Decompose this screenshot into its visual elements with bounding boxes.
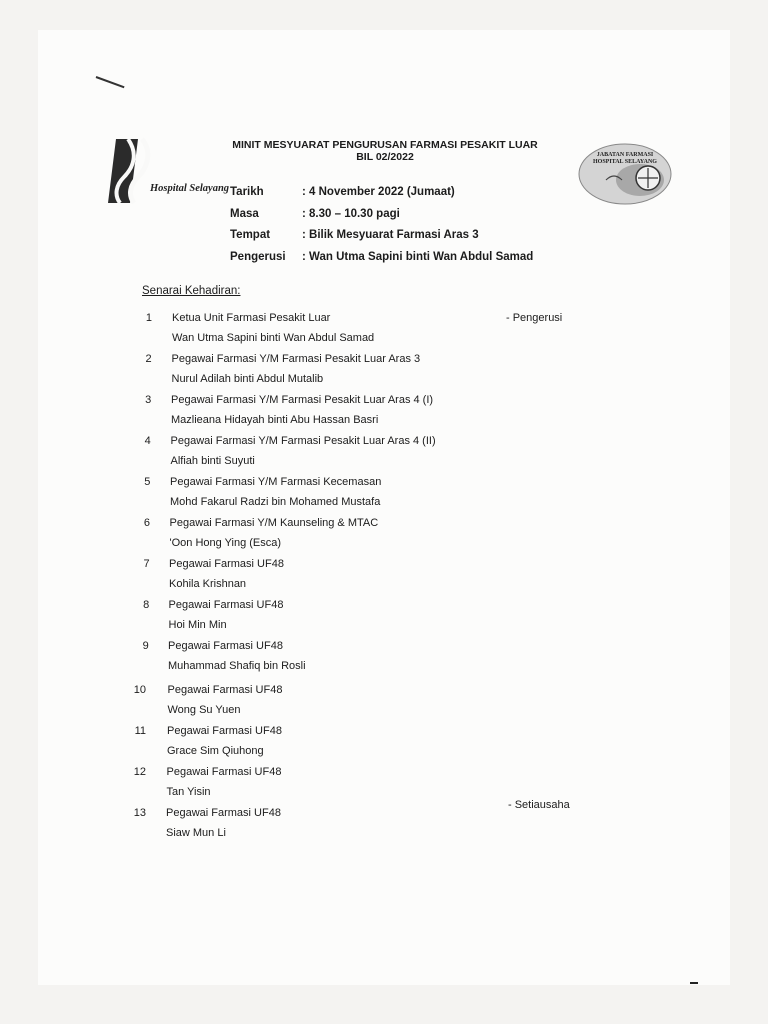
jabatan-farmasi-logo <box>576 140 674 208</box>
meta-value: : 8.30 – 10.30 pagi <box>302 207 400 220</box>
attendee-role: Pegawai Farmasi Y/M Kaunseling & MTAC <box>169 517 379 529</box>
attendee-role: Pegawai Farmasi UF48 <box>166 766 282 778</box>
meta-row-venue <box>230 229 533 251</box>
attendee-name: Kohila Krishnan <box>169 578 247 590</box>
jabatan-farmasi-line1: JABATAN FARMASI <box>596 152 654 158</box>
meta-row-time <box>230 208 533 230</box>
title-line-2: BIL 02/2022 <box>356 151 414 163</box>
attendee-role: Pegawai Farmasi Y/M Farmasi Pesakit Luar Aras 4 (II) <box>170 435 436 447</box>
document-title <box>210 139 560 163</box>
attendee-role: Pegawai Farmasi UF48 <box>167 684 283 696</box>
attendee-number: 3 <box>145 394 152 406</box>
attendee-name: Mazlieana Hidayah binti Abu Hassan Basri <box>171 414 379 426</box>
attendee-designation: - Setiausaha <box>508 799 570 811</box>
attendee-number: 11 <box>134 725 146 737</box>
attendee-name: Siaw Mun Li <box>166 827 226 839</box>
attendee-role: Pegawai Farmasi UF48 <box>168 599 284 611</box>
attendee-number: 7 <box>143 558 150 570</box>
attendee-name: Wan Utma Sapini binti Wan Abdul Samad <box>172 332 375 344</box>
meta-row-chair <box>230 251 533 273</box>
attendee-role: Pegawai Farmasi Y/M Farmasi Pesakit Luar Aras 4 (I) <box>171 394 434 406</box>
attendee-name: 'Oon Hong Ying (Esca) <box>169 537 282 549</box>
meta-label: Tempat <box>230 229 271 241</box>
meta-value: : Wan Utma Sapini binti Wan Abdul Samad <box>302 250 534 263</box>
attendee-number: 10 <box>133 684 146 696</box>
meeting-details <box>230 186 533 272</box>
jabatan-farmasi-line2: HOSPITAL SELAYANG <box>593 159 657 165</box>
pharmacy-badge-icon <box>576 140 674 208</box>
meta-label: Tarikh <box>230 186 264 198</box>
attendee-role: Ketua Unit Farmasi Pesakit Luar <box>172 312 331 324</box>
attendee-number: 4 <box>144 435 151 447</box>
attendee-number: 5 <box>144 476 151 488</box>
title-line-1: MINIT MESYUARAT PENGURUSAN FARMASI PESAKIT LUAR <box>232 139 538 151</box>
attendance-title: Senarai Kehadiran: <box>142 285 241 297</box>
attendee-role: Pegawai Farmasi Y/M Farmasi Kecemasan <box>170 476 382 488</box>
attendee-name: Wong Su Yuen <box>167 704 241 716</box>
meta-row-date <box>230 186 533 208</box>
attendee-number: 12 <box>133 766 146 778</box>
attendee-role: Pegawai Farmasi UF48 <box>167 725 282 737</box>
attendee-role: Pegawai Farmasi UF48 <box>169 558 284 570</box>
attendee-name: Alfiah binti Suyuti <box>170 455 255 467</box>
attendee-number: 2 <box>145 353 152 365</box>
hospital-logo-icon <box>108 137 168 207</box>
attendee-name: Mohd Fakarul Radzi bin Mohamed Mustafa <box>170 496 381 508</box>
meta-label: Masa <box>230 207 259 220</box>
jabatan-farmasi-text <box>576 152 674 166</box>
attendee-number: 9 <box>142 640 149 652</box>
meta-value: : 4 November 2022 (Jumaat) <box>302 186 455 198</box>
meta-value: : Bilik Mesyuarat Farmasi Aras 3 <box>302 229 479 241</box>
attendee-name: Hoi Min Min <box>168 619 227 631</box>
attendee-designation: - Pengerusi <box>506 312 563 324</box>
meta-label: Pengerusi <box>230 250 286 263</box>
attendee-number: 1 <box>145 312 152 324</box>
attendee-name: Nurul Adilah binti Abdul Mutalib <box>171 373 324 385</box>
attendee-number: 13 <box>133 807 146 819</box>
attendee-number: 8 <box>143 599 150 611</box>
attendee-role: Pegawai Farmasi Y/M Farmasi Pesakit Luar Aras 3 <box>171 353 421 365</box>
attendee-name: Grace Sim Qiuhong <box>167 745 264 757</box>
attendee-role: Pegawai Farmasi UF48 <box>166 807 281 819</box>
hospital-logo-text: Hospital Selayang <box>150 183 230 194</box>
attendee-number: 6 <box>143 517 150 529</box>
attendee-name: Muhammad Shafiq bin Rosli <box>168 660 306 672</box>
corner-mark <box>690 982 698 984</box>
attendee-name: Tan Yisin <box>166 786 211 798</box>
attendee-role: Pegawai Farmasi UF48 <box>168 640 283 652</box>
